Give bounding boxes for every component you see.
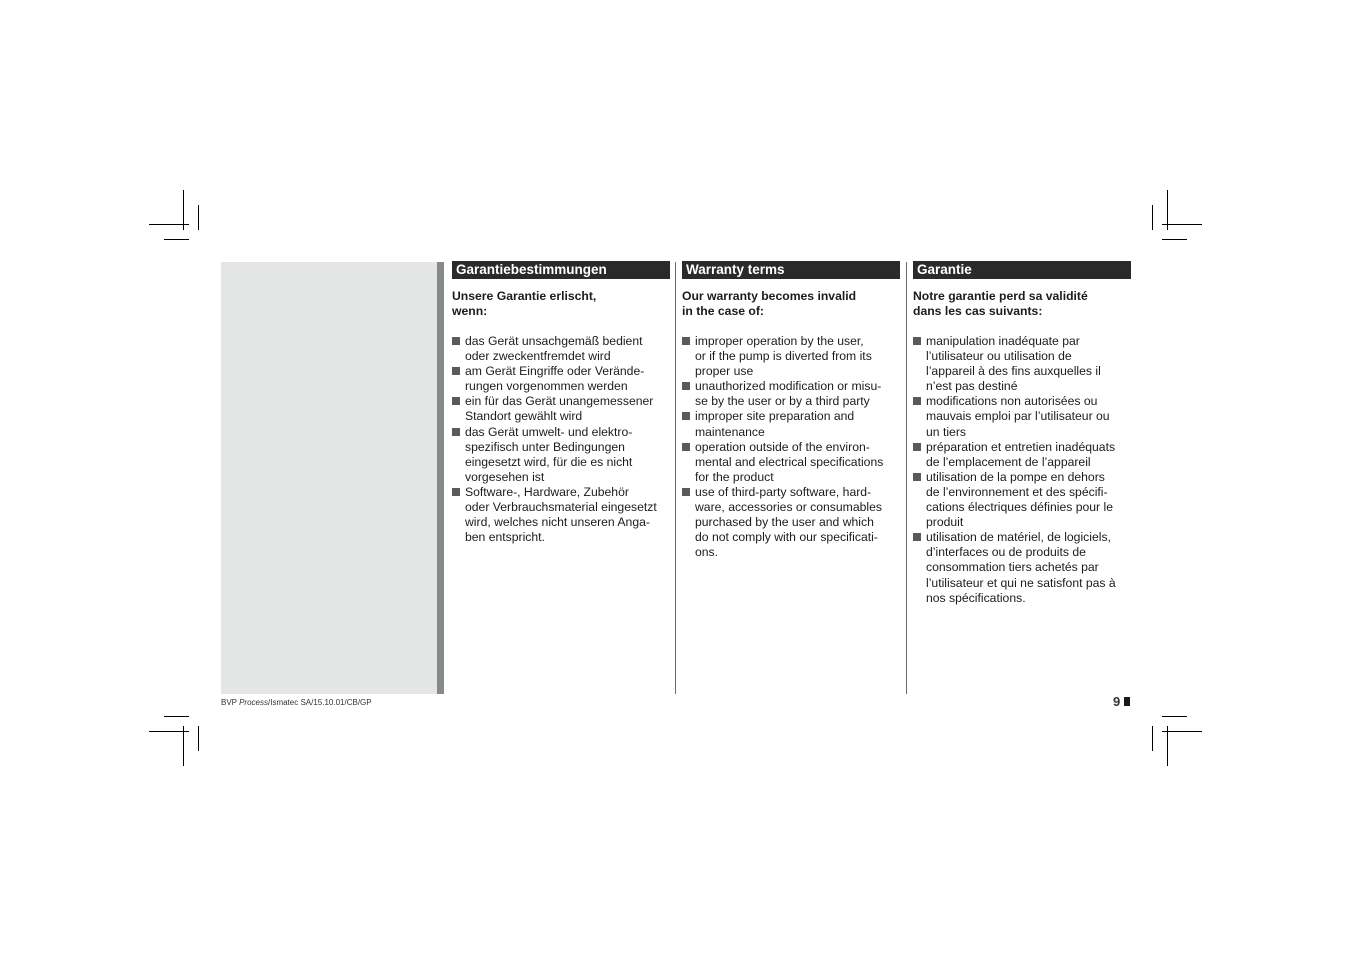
list-item-line: ons.: [695, 545, 719, 560]
list-item: [913, 470, 1131, 530]
crop-mark: [164, 716, 189, 717]
column-intro: [682, 289, 900, 319]
list-item: [913, 334, 1131, 394]
intro-line: Notre garantie perd sa validité: [913, 289, 1088, 303]
crop-mark: [1167, 726, 1168, 766]
bullet-square-icon: [452, 367, 460, 375]
crop-mark: [1162, 239, 1187, 240]
crop-mark: [183, 190, 184, 230]
intro-line: Unsere Garantie erlischt,: [452, 289, 597, 303]
list-item: [913, 440, 1131, 470]
list-item-line: oder zweckentfremdet wird: [465, 349, 611, 364]
list-item-line: use of third-party software, hard-: [695, 484, 872, 499]
list-item: [682, 409, 900, 439]
list-item-line: l’utilisateur ou utilisation de: [926, 349, 1072, 364]
list-item: [452, 425, 670, 485]
bullet-square-icon: [913, 533, 921, 541]
list-item-line: l’utilisateur et qui ne satisfont pas à: [926, 575, 1116, 590]
column-title: Warranty terms: [682, 261, 900, 279]
column-divider: [675, 262, 676, 694]
list-item-line: spezifisch unter Bedingungen: [465, 439, 625, 454]
doc-ref-suffix: /Ismatec SA/15.10.01/CB/GP: [268, 698, 372, 707]
list-item-line: ein für das Gerät unangemessener: [465, 394, 654, 409]
list-item-line: ware, accessories or consumables: [695, 500, 882, 515]
list-item: [682, 334, 900, 379]
list-item-line: produit: [926, 515, 964, 530]
list-item-line: am Gerät Eingriffe oder Verände-: [465, 364, 645, 379]
list-item-line: vorgesehen ist: [465, 469, 545, 484]
list-item-line: ben entspricht.: [465, 530, 545, 545]
list-item-line: un tiers: [926, 424, 966, 439]
list-item-line: manipulation inadéquate par: [926, 334, 1080, 348]
list-item: [682, 440, 900, 485]
list-item-line: improper site preparation and: [695, 409, 855, 424]
crop-mark: [1152, 205, 1153, 230]
list-item-line: de l’emplacement de l’appareil: [926, 454, 1091, 469]
list-item-line: de l’environnement et des spécifi-: [926, 484, 1108, 499]
list-item-line: modifications non autorisées ou: [926, 394, 1098, 409]
page-marker: [1124, 697, 1130, 706]
column-german: [452, 261, 670, 545]
bullet-square-icon: [913, 397, 921, 405]
list-item: [913, 394, 1131, 439]
list-item: [452, 364, 670, 394]
crop-mark: [1162, 716, 1187, 717]
list-item-line: eingesetzt wird, für die es nicht: [465, 454, 633, 469]
list-item-line: cations électriques définies pour le: [926, 500, 1113, 515]
list-item-line: wird, welches nicht unseren Anga-: [465, 515, 650, 530]
bullet-square-icon: [452, 488, 460, 496]
page-number: 9: [1113, 694, 1121, 709]
crop-mark: [164, 239, 189, 240]
crop-mark: [1167, 190, 1168, 230]
list-item-line: operation outside of the environ-: [695, 439, 870, 454]
condition-list: [913, 334, 1131, 606]
list-item: [913, 530, 1131, 605]
list-item-line: proper use: [695, 364, 754, 379]
list-item-line: utilisation de la pompe en dehors: [926, 469, 1105, 484]
column-title: Garantiebestimmungen: [452, 261, 670, 279]
column-french: [913, 261, 1131, 606]
column-english: [682, 261, 900, 560]
intro-line: Our warranty becomes invalid: [682, 289, 857, 303]
intro-line: dans les cas suivants:: [913, 304, 1043, 318]
list-item-line: se by the user or by a third party: [695, 394, 870, 409]
bullet-square-icon: [452, 337, 460, 345]
list-item-line: l’appareil à des fins auxquelles il: [926, 364, 1101, 379]
list-item-line: oder Verbrauchsmaterial eingesetzt: [465, 500, 657, 515]
bullet-square-icon: [452, 397, 460, 405]
list-item-line: nos spécifications.: [926, 590, 1026, 605]
bullet-square-icon: [682, 382, 690, 390]
crop-mark: [1162, 224, 1202, 225]
list-item: [452, 485, 670, 545]
list-item-line: préparation et entretien inadéquats: [926, 439, 1116, 454]
bullet-square-icon: [913, 443, 921, 451]
bullet-square-icon: [913, 337, 921, 345]
list-item-line: mental and electrical specifications: [695, 454, 884, 469]
bullet-square-icon: [682, 443, 690, 451]
list-item-line: mauvais emploi par l’utilisateur ou: [926, 409, 1110, 424]
document-reference: [221, 698, 372, 707]
column-intro: [452, 289, 670, 319]
list-item: [682, 485, 900, 560]
bullet-square-icon: [682, 488, 690, 496]
column-title: Garantie: [913, 261, 1131, 279]
list-item-line: n’est pas destiné: [926, 379, 1018, 394]
bullet-square-icon: [682, 337, 690, 345]
bullet-square-icon: [682, 412, 690, 420]
side-panel-edge: [437, 262, 444, 694]
list-item-line: purchased by the user and which: [695, 515, 874, 530]
list-item-line: consommation tiers achetés par: [926, 560, 1099, 575]
list-item-line: or if the pump is diverted from its: [695, 349, 872, 364]
crop-mark: [198, 205, 199, 230]
list-item-line: utilisation de matériel, de logiciels,: [926, 530, 1111, 545]
list-item-line: maintenance: [695, 424, 765, 439]
intro-line: in the case of:: [682, 304, 764, 318]
condition-list: [682, 334, 900, 560]
list-item-line: Software-, Hardware, Zubehör: [465, 484, 629, 499]
list-item: [452, 334, 670, 364]
bullet-square-icon: [452, 428, 460, 436]
column-divider: [906, 262, 907, 694]
list-item-line: d’interfaces ou de produits de: [926, 545, 1086, 560]
doc-ref-prefix: BVP: [221, 698, 240, 707]
bullet-square-icon: [913, 473, 921, 481]
list-item-line: improper operation by the user,: [695, 334, 864, 348]
list-item: [452, 394, 670, 424]
list-item: [682, 379, 900, 409]
doc-ref-italic: Process: [239, 698, 268, 707]
crop-mark: [1152, 726, 1153, 751]
crop-mark: [198, 726, 199, 751]
column-intro: [913, 289, 1131, 319]
intro-line: wenn:: [452, 304, 488, 318]
list-item-line: do not comply with our specificati-: [695, 530, 878, 545]
list-item-line: das Gerät umwelt- und elektro-: [465, 424, 633, 439]
condition-list: [452, 334, 670, 545]
side-panel: [221, 262, 437, 694]
list-item-line: das Gerät unsachgemäß bedient: [465, 334, 643, 348]
list-item-line: Standort gewählt wird: [465, 409, 583, 424]
crop-mark: [183, 726, 184, 766]
list-item-line: unauthorized modification or misu-: [695, 379, 882, 394]
list-item-line: for the product: [695, 469, 774, 484]
list-item-line: rungen vorgenommen werden: [465, 379, 628, 394]
crop-mark: [1162, 731, 1202, 732]
